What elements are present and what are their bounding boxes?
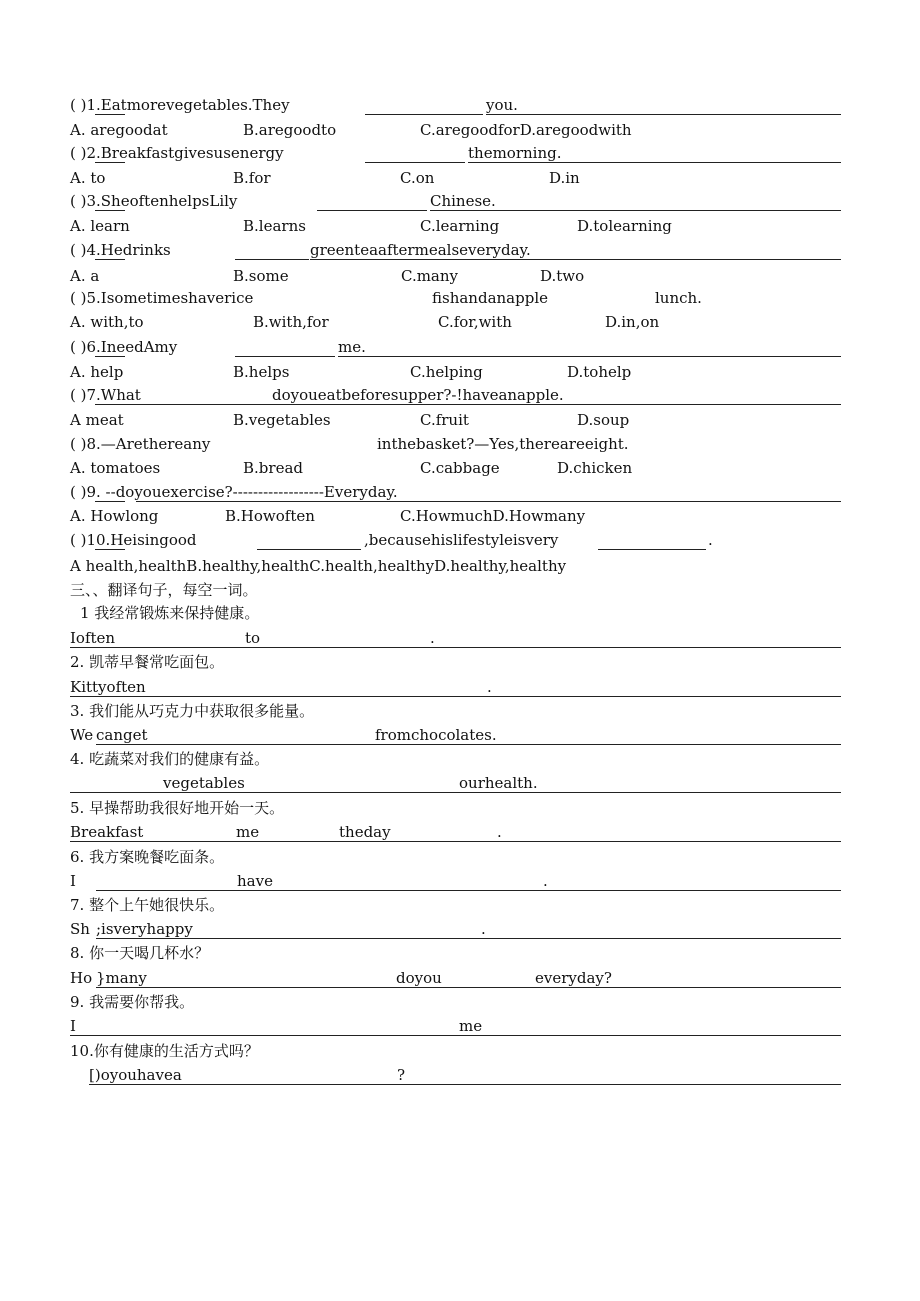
en-word: Ho [70,969,93,987]
option-a[interactable]: A. with,to [70,313,144,331]
chinese-sentence: 6. 我方案晚餐吃面条。 [70,848,225,866]
option-c[interactable]: C.aregoodforD.aregoodwith [420,121,632,139]
en-word: fromchocolates. [375,726,497,744]
en-word: ? [397,1066,406,1084]
translation-9-cn [0,990,920,1014]
translation-3-en [0,723,920,747]
en-word: to [245,629,261,647]
question-2-text: ( )2.Breakfastgivesusenergy [70,144,284,162]
option-a[interactable]: A. Howlong [70,507,159,525]
en-word: }many [96,969,147,987]
answer-line[interactable] [96,890,841,891]
options-2 [0,166,920,190]
en-word: . [481,920,486,938]
en-word: [)oyouhavea [89,1066,182,1084]
option-a[interactable]: A. learn [70,217,130,235]
question-5 [0,286,920,310]
row-line [338,356,841,357]
option-a[interactable]: A. help [70,363,124,381]
answer-line[interactable] [70,696,841,697]
options-1 [0,118,920,142]
en-word: . [497,823,502,841]
option-d[interactable]: D.tohelp [567,363,632,381]
answer-line[interactable] [96,744,841,745]
option-b[interactable]: B.helps [233,363,290,381]
translation-7-en [0,917,920,941]
translation-3-cn [0,699,920,723]
en-word: everyday? [535,969,612,987]
option-d[interactable]: D.chicken [557,459,633,477]
question-2 [0,141,920,165]
question-4 [0,238,920,262]
en-word: vegetables [163,774,245,792]
chinese-sentence: 2. 凯蒂早餐常吃面包。 [70,653,225,671]
answer-line[interactable] [70,1035,841,1036]
option-c[interactable]: C.HowmuchD.Howmany [400,507,586,525]
fill-blank[interactable] [598,549,706,550]
question-4-tail: greenteaaftermealseveryday. [310,241,531,259]
question-6-tail: me. [338,338,366,356]
question-7-tail: doyoueatbeforesupper?-!haveanapple. [272,386,564,404]
row-line [136,501,841,502]
translation-10-en [0,1063,920,1087]
options-4 [0,264,920,288]
chinese-sentence: 8. 你一天喝几杯水？ [70,944,210,962]
option-b[interactable]: B.aregoodto [243,121,337,139]
en-word: Ioften [70,629,116,647]
section-title: 三、、翻译句子，每空一词。 [70,581,258,599]
question-7-text: ( )7.What [70,386,141,404]
question-10 [0,528,920,552]
question-3-text: ( )3.SheoftenhelpsLily [70,192,238,210]
option-a[interactable]: A. aregoodat [70,121,168,139]
translation-1-en [0,626,920,650]
question-9-text: ( )9. --doyouexercise?------------------Everyday. [70,483,398,501]
question-8-text: ( )8.—Arethereany [70,435,211,453]
option-b[interactable]: B.bread [243,459,303,477]
row-line [468,162,841,163]
translation-4-cn [0,747,920,771]
option-b[interactable]: B.Howoften [225,507,315,525]
fill-blank[interactable] [317,210,427,211]
row-line [430,210,841,211]
en-word: . [543,872,548,890]
answer-line[interactable] [70,841,841,842]
option-a[interactable]: A. to [70,169,106,187]
fill-blank[interactable] [365,162,465,163]
question-1-text: ( )1.Eatmorevegetables.They [70,96,290,114]
question-1 [0,93,920,117]
answer-blank[interactable] [95,501,125,502]
translation-8-en [0,966,920,990]
option-a[interactable]: A. a [70,267,100,285]
en-word: ourhealth. [459,774,538,792]
translation-7-cn [0,893,920,917]
en-word: We [70,726,94,744]
option-a[interactable]: A. tomatoes [70,459,161,477]
option-c[interactable]: C.for,with [438,313,512,331]
section-heading [0,578,920,602]
options-9 [0,504,920,528]
en-word: . [487,678,492,696]
translation-4-en [0,771,920,795]
question-6-text: ( )6.IneedAmy [70,338,178,356]
chinese-sentence: 5. 早操帮助我很好地开始一天。 [70,799,285,817]
question-7 [0,383,920,407]
en-word: Sh [70,920,90,938]
options-10 [0,554,920,578]
en-word: ;isveryhappy [96,920,193,938]
option-c[interactable]: C.helping [410,363,483,381]
question-8-tail: inthebasket?—Yes,thereareeight. [377,435,629,453]
options-3 [0,214,920,238]
question-8 [0,432,920,456]
option-d[interactable]: D.in,on [605,313,660,331]
option-c[interactable]: C.on [400,169,435,187]
option-c[interactable]: C.many [401,267,459,285]
answer-line[interactable] [96,938,841,939]
option-a[interactable]: A meat [70,411,124,429]
en-word: have [237,872,273,890]
translation-2-en [0,675,920,699]
option-b[interactable]: B.vegetables [233,411,331,429]
fill-blank[interactable] [235,259,309,260]
translation-6-cn [0,845,920,869]
translation-8-cn [0,941,920,965]
en-word: canget [96,726,148,744]
option-d[interactable]: D.in [549,169,580,187]
chinese-sentence: 1 我经常锻炼来保持健康。 [80,604,260,622]
en-word: Kittyoften [70,678,146,696]
options-6 [0,360,920,384]
fill-blank[interactable] [235,356,335,357]
fill-blank[interactable] [365,114,483,115]
translation-5-cn [0,796,920,820]
en-word: doyou [396,969,442,987]
option-c[interactable]: C.fruit [420,411,469,429]
translation-2-cn [0,650,920,674]
answer-blank[interactable] [95,549,125,550]
answer-line[interactable] [70,792,841,793]
en-word: Breakfast [70,823,144,841]
option-all[interactable]: A health,healthB.healthy,healthC.health,healthyD.healthy,healthy [70,557,567,575]
options-5 [0,310,920,334]
translation-5-en [0,820,920,844]
question-5-text: ( )5.Isometimeshaverice [70,289,254,307]
option-d[interactable]: D.tolearning [577,217,672,235]
answer-blank[interactable] [95,210,125,211]
question-6 [0,335,920,359]
option-b[interactable]: B.with,for [253,313,329,331]
answer-line[interactable] [70,647,841,648]
row-line [310,259,841,260]
option-c[interactable]: C.cabbage [420,459,500,477]
row-line [95,404,841,405]
question-1-tail: you. [486,96,518,114]
fill-blank[interactable] [257,549,361,550]
translation-10-cn [0,1039,920,1063]
en-word: I [70,872,76,890]
translation-9-en [0,1014,920,1038]
row-line [486,114,841,115]
translation-6-en [0,869,920,893]
option-b[interactable]: B.some [233,267,289,285]
question-5-mid: fishandanapple [432,289,548,307]
option-d[interactable]: D.soup [577,411,630,429]
en-word: me [459,1017,483,1035]
question-10-end: . [708,531,713,549]
answer-blank[interactable] [95,259,125,260]
question-10-text: ( )10.Heisingood [70,531,197,549]
option-c[interactable]: C.learning [420,217,500,235]
answer-line[interactable] [89,1084,841,1085]
answer-blank[interactable] [95,356,125,357]
chinese-sentence: 10.你有健康的生活方式吗？ [70,1042,259,1060]
answer-blank[interactable] [95,114,125,115]
question-10-tail: ,becausehislifestyleisvery [364,531,559,549]
question-2-tail: themorning. [468,144,562,162]
answer-line[interactable] [96,987,841,988]
option-b[interactable]: B.learns [243,217,306,235]
chinese-sentence: 3. 我们能从巧克力中获取很多能量。 [70,702,315,720]
answer-blank[interactable] [95,162,125,163]
en-word: I [70,1017,76,1035]
question-3-tail: Chinese. [430,192,496,210]
chinese-sentence: 4. 吃蔬菜对我们的健康有益。 [70,750,270,768]
en-word: . [430,629,435,647]
en-word: theday [339,823,391,841]
en-word: me [236,823,260,841]
chinese-sentence: 7. 整个上午她很快乐。 [70,896,225,914]
chinese-sentence: 9. 我需要你帮我。 [70,993,195,1011]
translation-1-cn [0,601,920,625]
options-7 [0,408,920,432]
option-b[interactable]: B.for [233,169,271,187]
question-3 [0,189,920,213]
question-9 [0,480,920,504]
options-8 [0,456,920,480]
question-4-text: ( )4.Hedrinks [70,241,171,259]
question-5-tail: lunch. [655,289,702,307]
option-d[interactable]: D.two [540,267,585,285]
